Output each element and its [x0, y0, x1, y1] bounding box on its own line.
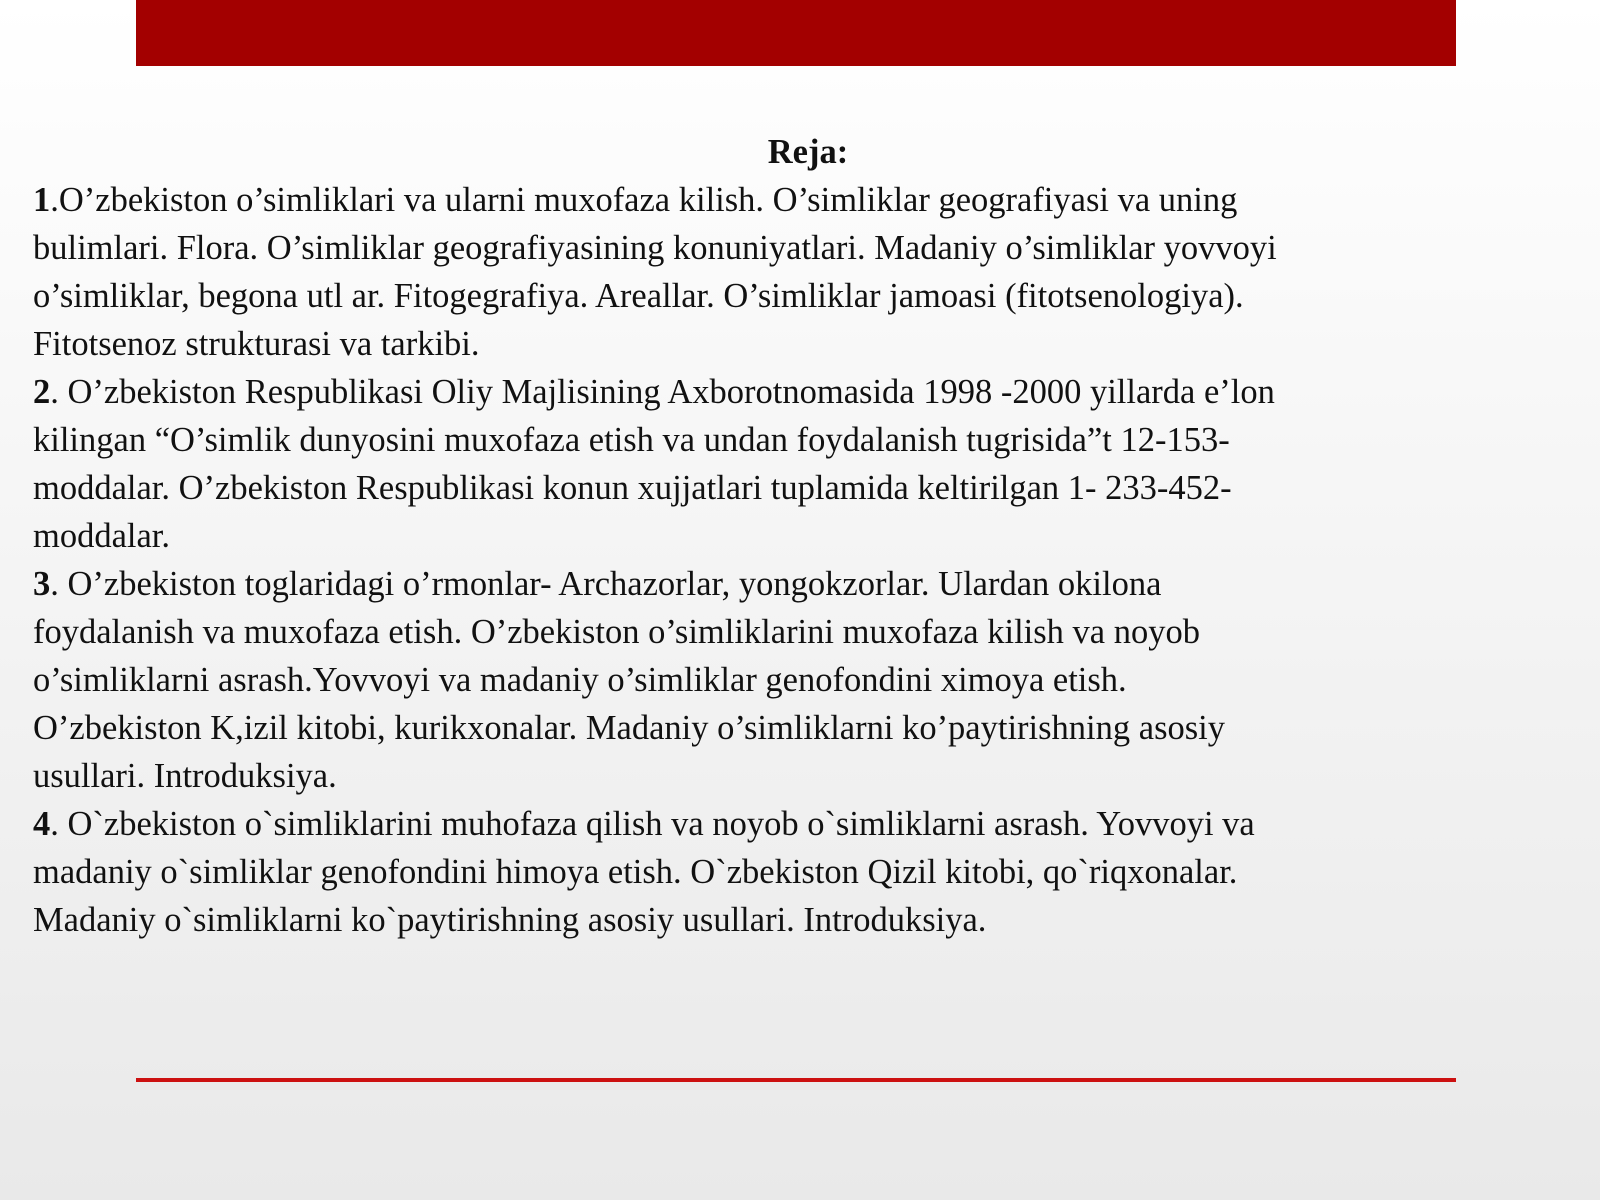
plan-item-1 [33, 176, 1533, 368]
slide-content [33, 128, 1533, 944]
plan-item-2 [33, 368, 1533, 560]
plan-item-3 [33, 560, 1533, 800]
plan-item-text: . O’zbekiston Respublikasi Oliy Majlisining Axborotnomasida 1998 -2000 yillarda e’lon kilingan “O’simlik dunyosini muxofaza etish va undan foydalanish tugrisida”t 12-153- moddalar. O’zbekiston Respublikasi konun xujjatlari tuplamida keltirilgan 1- 233-452- moddalar. [33, 373, 1275, 555]
plan-item-number: 4 [33, 805, 51, 843]
plan-item-number: 2 [33, 373, 51, 411]
top-accent-bar [136, 0, 1456, 66]
slide-title: Reja: [767, 133, 849, 171]
plan-item-text: . O`zbekiston o`simliklarini muhofaza qilish va noyob o`simliklarni asrash. Yovvoyi va madaniy o`simliklar genofondini himoya etish. O`zbekiston Qizil kitobi, qo`riqxonalar. Madaniy o`simliklarni ko`paytirishning asosiy usullari. Introduksiya. [33, 805, 1255, 939]
plan-item-4 [33, 800, 1533, 944]
plan-item-number: 1 [33, 181, 51, 219]
bottom-accent-line [136, 1078, 1456, 1082]
plan-item-number: 3 [33, 565, 51, 603]
plan-item-text: . O’zbekiston toglaridagi o’rmonlar- Archazorlar, yongokzorlar. Ulardan okilona foydalanish va muxofaza etish. O’zbekiston o’simliklarini muxofaza kilish va noyob o’simliklarni asrash.Yovvoyi va madaniy o’simliklar genofondini ximoya etish. O’zbekiston K,izil kitobi, kurikxonalar. Madaniy o’simliklarni ko’paytirishning asosiy usullari. Introduksiya. [33, 565, 1226, 795]
plan-item-text: .O’zbekiston o’simliklari va ularni muxofaza kilish. O’simliklar geografiyasi va uning bulimlari. Flora. O’simliklar geografiyasining konuniyatlari. Madaniy o’simliklar yovvoyi o’simliklar, begona utl ar. Fitogegrafiya. Areallar. O’simliklar jamoasi (fitotsenologiya). Fitotsenoz strukturasi va tarkibi. [33, 181, 1277, 363]
